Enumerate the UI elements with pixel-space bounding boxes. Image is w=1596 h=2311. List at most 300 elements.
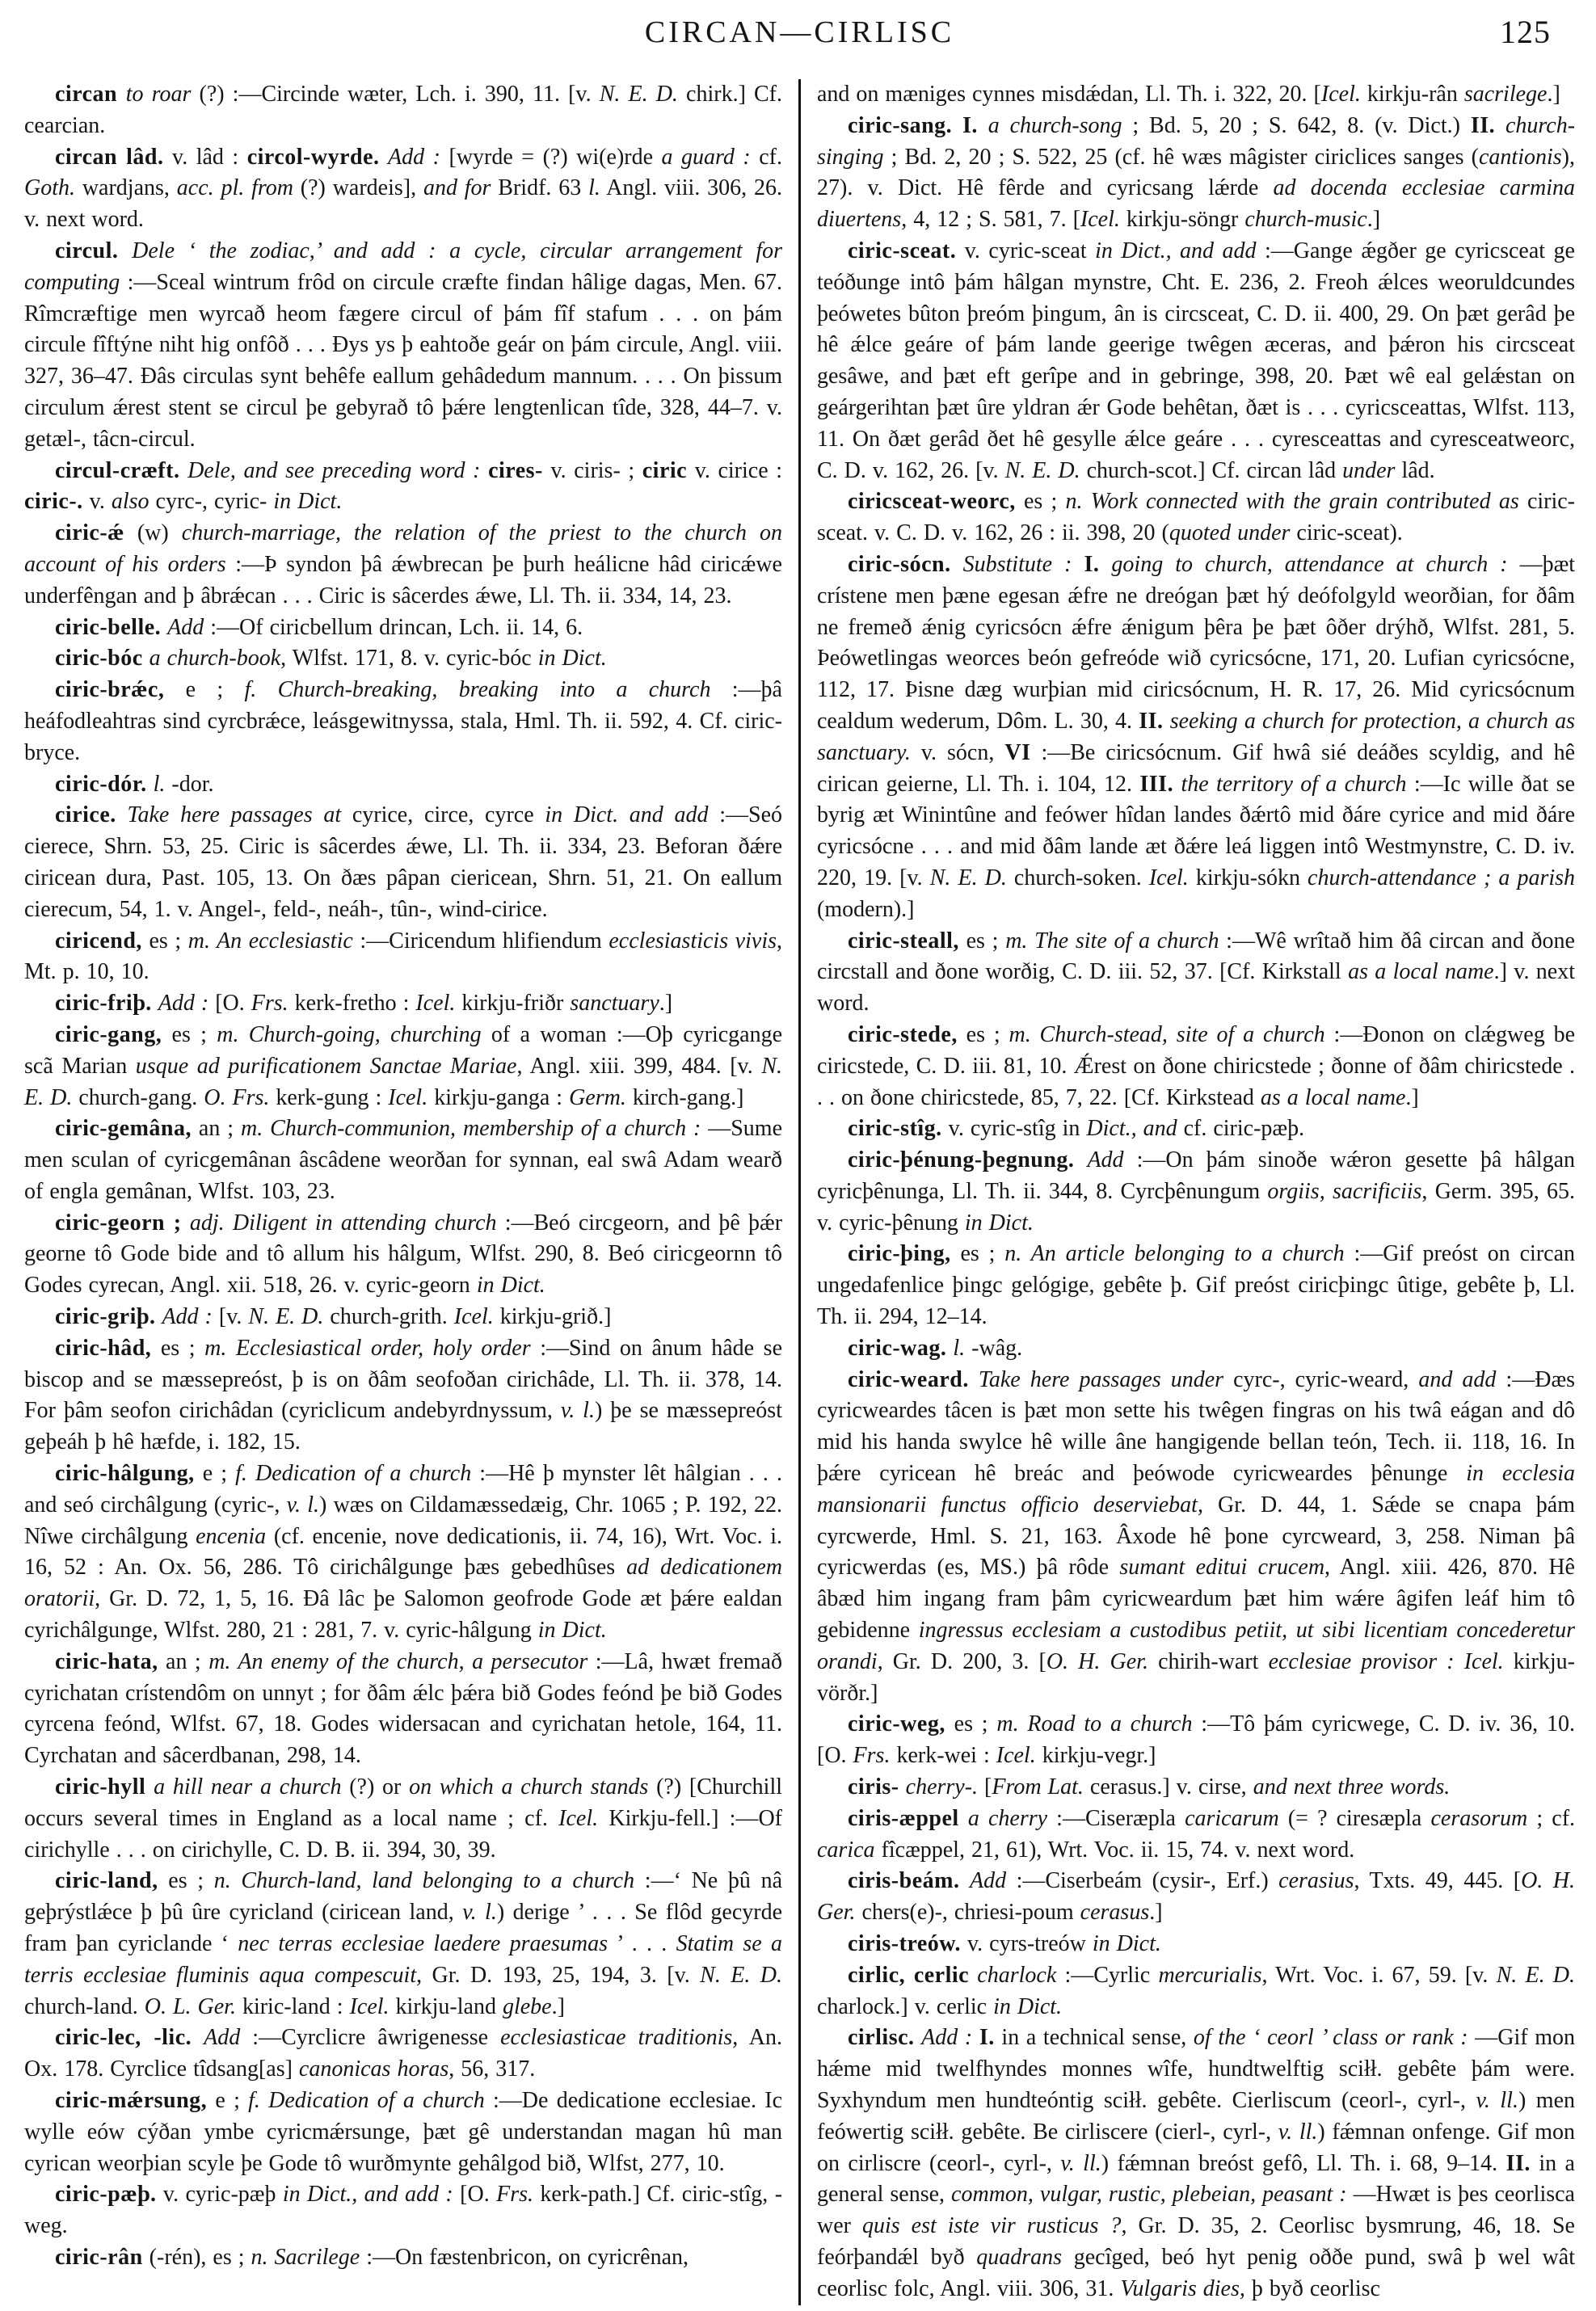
entry-text-segment: cf. ciric-pæþ.	[1177, 1116, 1305, 1142]
entry-text-segment: .]	[1149, 1900, 1163, 1926]
entry-text-segment: .]	[1547, 82, 1560, 107]
entry-text-segment: sumant editui crucem	[1119, 1555, 1325, 1581]
entry-headword: I.	[962, 112, 978, 138]
entry-text-segment: cyrice, circe, cyrce	[341, 802, 545, 828]
entry-text-segment: cerasius	[1278, 1868, 1354, 1894]
entry-headword: I.	[1084, 551, 1100, 577]
entry-text-segment: and on mæniges cynnes misdǽdan, Ll. Th. i. 322, 20. [	[817, 82, 1321, 107]
entry-text-segment	[161, 615, 167, 640]
entry-headword: II.	[1470, 112, 1496, 138]
entry-headword: ciric-mǽrsung,	[55, 2088, 208, 2113]
entry-text-segment: Add :	[921, 2025, 973, 2051]
entry-text-segment: n. Work connected with the grain contributed as	[1065, 489, 1519, 515]
entry-text-segment	[480, 458, 488, 483]
entry-text-segment: usque ad purificationem Sanctae Mariae	[135, 1053, 517, 1079]
entry-headword: ciric-bóc	[55, 646, 143, 671]
entry-text-segment: and add	[1418, 1366, 1497, 1392]
entry-text-segment: ) wæs on Cildamæssedæig, Chr. 1065 ; P. 192, 22. Nîwe circhâlgung	[24, 1492, 782, 1549]
entry-ciric-sceat	[817, 236, 1575, 486]
entry-text-segment: seeking a church for protection, a church as sanctuary.	[817, 708, 1576, 765]
entry-ciric-sang	[817, 111, 1575, 236]
entry-headword: ciric-sócn.	[848, 551, 951, 577]
entry-text-segment: caricarum	[1185, 1805, 1279, 1831]
entry-text-segment: cherry-.	[905, 1774, 979, 1800]
entry-headword: cirlic, cerlic	[848, 1962, 970, 1988]
entry-headword: ciricend,	[55, 928, 142, 953]
entry-text-segment: .]	[1405, 1084, 1419, 1110]
entry-text-segment: es ;	[957, 1021, 1009, 1047]
entry-headword: ciric-þing,	[848, 1241, 951, 1267]
entry-headword: ciric-stede,	[848, 1021, 958, 1047]
entry-text-segment: —Gif mon hǽme mid twelfhyndes monnes wîfe, hundtwelftig sciłł. gebête þám were. Syxhyndum men hundteóntig sciłł. gebête. Cierliscum (ceorl-, cyrl-,	[817, 2025, 1576, 2113]
entry-ciric-hata	[24, 1647, 782, 1772]
entry-text-segment: in Dict.	[537, 646, 607, 671]
entry-text-segment: :—Wê wrîtað him ðâ circan and ðone circstall and ðone worðig, C. D. iii. 52, 37. [Cf. Kirkstall	[817, 928, 1575, 985]
entry-ciris-aeppel	[817, 1804, 1575, 1867]
entry-text-segment: (?) wardeis],	[293, 175, 423, 201]
entry-text-segment	[118, 238, 132, 263]
entry-text-segment	[969, 1963, 977, 1988]
entry-text-segment: :—Gif preóst on circan ungedafenlice þingc gelógige, gebête þ. Gif preóst ciricþingc ûtige, gebête þ, Ll. Th. ii. 294, 12–14.	[817, 1241, 1576, 1330]
entry-text-segment	[1074, 1147, 1087, 1172]
entry-text-segment: ) men feówertig sciłł. gebête. Be cirliscere (cierl-, cyrl-,	[817, 2088, 1575, 2145]
entry-headword: ciris-beám.	[848, 1868, 960, 1894]
entry-text-segment: [wyrde = (?) wi(e)rde	[440, 144, 662, 170]
entry-text-segment: quoted under	[1169, 520, 1291, 546]
entry-text-segment: Frs.	[251, 991, 288, 1017]
entry-text-segment	[1164, 709, 1170, 734]
entry-text-segment: in Dict. and add	[545, 802, 709, 828]
entry-text-segment: —Sume men sculan of cyricgemânan âscâdene weorðan for synnan, eal swâ Adam wearð of engla gemânan, Wlfst. 103, 23.	[24, 1116, 783, 1204]
entry-ciric-thenung	[817, 1145, 1575, 1239]
entry-text-segment: , Angl. xiii. 399, 484. [v.	[516, 1053, 762, 1079]
entry-text-segment: [O.	[208, 991, 251, 1017]
entry-ciric-halgung	[24, 1459, 782, 1647]
entry-text-segment: (= ? ciresæpla	[1278, 1805, 1431, 1831]
entry-text-segment: l.	[953, 1335, 966, 1361]
entry-text-segment: Icel.	[415, 991, 456, 1017]
entry-text-segment: m. Church-going, churching	[217, 1021, 482, 1047]
entry-text-segment: -wâg.	[965, 1335, 1023, 1361]
entry-text-segment: kirkju-söngr	[1119, 207, 1245, 233]
entry-headword: ciric-steall,	[848, 928, 959, 953]
entry-text-segment: a hill near a church	[154, 1774, 342, 1800]
entry-text-segment: .]	[551, 1993, 565, 2019]
entry-text-segment: :—Ciseræpla	[1047, 1805, 1185, 1831]
entry-headword: ciric-stîg.	[848, 1116, 942, 1142]
entry-text-segment: f. Dedication of a church	[248, 2088, 485, 2113]
entry-text-segment: n. An article belonging to a church	[1004, 1241, 1345, 1267]
entry-text-segment: ingressus ecclesiam a custodibus petiit, ut sibi licentiam concederetur orandi	[817, 1618, 1575, 1674]
entry-headword: ciric-sceat.	[848, 238, 957, 263]
entry-text-segment: church-land.	[24, 1993, 145, 2019]
entry-headword: ciric-.	[24, 489, 83, 515]
entry-text-segment: (?) :—Circinde wæter, Lch. i. 390, 11. [v.	[199, 82, 600, 107]
entry-text-segment: ciric-sceat).	[1290, 520, 1403, 546]
entry-text-segment: charlock.] v. cerlic	[817, 1993, 994, 2019]
entry-text-segment: es ;	[162, 1021, 217, 1047]
entry-text-segment: :—On fæstenbricon, on cyricrênan,	[360, 2244, 689, 2270]
entry-ciric-belle	[24, 612, 782, 644]
entry-text-segment: :—Of ciricbellum drincan, Lch. ii. 14, 6.	[204, 614, 583, 640]
entry-text-segment: a guard :	[661, 144, 751, 170]
entry-ciric-had	[24, 1333, 782, 1459]
entry-headword: circan	[55, 82, 126, 107]
entry-text-segment: , Gr. D. 72, 1, 5, 16. Ðâ lâc þe Salomon geofrode Gode æt þǽre ealdan cyrichâlgunge, Wlfst. 280, 21 : 281, 7. v. cyric-hâlgung	[24, 1586, 782, 1644]
entry-text-segment: fîcæppel, 21, 61), Wrt. Voc. ii. 15, 74. v. next word.	[874, 1837, 1355, 1863]
entry-headword: cirice.	[55, 802, 116, 828]
entry-text-segment: —Hwæt is þes ceorlisca wer	[817, 2182, 1575, 2239]
entry-text-segment: cf.	[750, 144, 782, 170]
entry-ciric-frith	[24, 988, 782, 1020]
entry-text-segment: N. E. D.	[929, 865, 1007, 890]
entry-text-segment: in Dict., and add	[1095, 238, 1257, 263]
entry-text-segment: v. sócn,	[910, 739, 1005, 765]
entry-ciric-ran-cont	[817, 79, 1575, 111]
entry-text-segment: church-attendance ; a parish	[1308, 865, 1576, 890]
entry-headword: circol-wyrde.	[246, 144, 380, 170]
entry-text-segment: church-marriage, the relation of the priest to the church on account of his orders	[24, 520, 782, 577]
entry-text-segment	[152, 991, 158, 1016]
entry-text-segment: es ;	[958, 928, 1006, 953]
entry-text-segment	[1072, 552, 1084, 577]
entry-text-segment: the territory of a church	[1181, 771, 1407, 797]
entry-text-segment: to roar	[125, 82, 200, 107]
entry-text-segment: of the ‘ ceorl ’ class or rank :	[1193, 2025, 1468, 2051]
entry-text-segment: (modern).]	[817, 896, 915, 922]
entry-text-segment: f. Dedication of a church	[235, 1461, 472, 1487]
entry-headword: ciric-weard.	[848, 1366, 969, 1392]
entry-text-segment: e ;	[164, 677, 245, 703]
entry-text-segment: :—Ðæs cyricweardes tâcen is þæt mon sette his twêgen fingras on his twâ eágan and dô mid his handa swylce hê wille âne hangigende bellan teón, Tech. ii. 118, 16. In þǽre cyricean hê breác and þeówode cyricweardes þênunge	[817, 1366, 1576, 1487]
entry-headword: ciric-land,	[55, 1868, 158, 1894]
entry-text-segment: m. Church-communion, membership of a church :	[240, 1116, 701, 1142]
entry-text-segment: :—Ðonon on clǽgweg be ciricstede, C. D. iii. 81, 10. Ǽrest on ðone chiricstede ; ðonne of ðâm chiricstede . . . on ðone chiricstede, 85, 7, 22. [Cf. Kirkstead	[817, 1021, 1576, 1110]
entry-ciric-wag	[817, 1333, 1575, 1365]
entry-text-segment: :—De dedicatione ecclesiae. Ic wylle eów cýðan ymbe cyricmǽrsunge, þæt gê understandan magan hû man cyrican weorþian scyle þe Gode tô wurðmynte gehâlgod bið, Wlfst, 277, 10.	[24, 2088, 782, 2176]
entry-text-segment: [O.	[453, 2182, 497, 2208]
entry-headword: circan lâd.	[55, 144, 164, 170]
entry-text-segment	[959, 1806, 968, 1831]
entry-text-segment: N. E. D.	[1004, 457, 1080, 483]
entry-text-segment: :—Þ syndon þâ ǽwbrecan þe þurh heálicne hâd ciricǽwe underfêngan and þ âbrǽcan . . . Ciric is sâcerdes ǽwe, Ll. Th. ii. 334, 14, 23.	[24, 551, 782, 608]
entry-text-segment: church-soken.	[1006, 865, 1149, 890]
entry-text-segment: Add :	[158, 991, 209, 1017]
entry-text-segment: Add	[969, 1868, 1007, 1894]
entry-text-segment: ciric-sceat. v. C. D. v. 162, 26 : ii. 398, 20 (	[817, 489, 1575, 546]
entry-text-segment: Germ.	[569, 1084, 626, 1110]
entry-text-segment: N. E. D.	[24, 1053, 782, 1110]
entry-text-segment: of a woman :—Oþ cyricgange scã Marian	[24, 1021, 783, 1079]
entry-text-segment: n. Church-land, land belonging to a church	[213, 1868, 635, 1894]
entry-text-segment: :—Ciricendum hlifiendum	[352, 928, 609, 953]
entry-headword: circul-cræft.	[55, 457, 180, 483]
entry-text-segment: ecclesiae provisor :	[1268, 1648, 1455, 1674]
entry-text-segment: quis est iste vir rusticus ?	[861, 2213, 1122, 2239]
entry-text-segment: v. cyrs-treów	[960, 1931, 1093, 1957]
entry-text-segment: kirch-gang.]	[625, 1084, 744, 1110]
entry-text-segment: Frs.	[496, 2182, 533, 2208]
entry-text-segment: , An. Ox. 178. Cyrclice tîdsang[as]	[24, 2025, 782, 2082]
entry-text-segment: :—On þám sinoðe wǽron gesette þâ hâlgan cyricþênunga, Ll. Th. ii. 344, 8. Cyrcþênungum	[817, 1147, 1575, 1204]
entry-text-segment: Goth.	[24, 175, 75, 201]
entry-text-segment: N. E. D.	[599, 82, 678, 107]
entry-ciric-georn	[24, 1208, 782, 1302]
entry-ciris-beam	[817, 1866, 1575, 1929]
entry-text-segment: :—Ic wille ðat se byrig æt Winintûne and feówer hîdan landes ðǽrtô mid ðáre cyrice and mid ðáre cyricsócne . . . and mid ðâm lande æt ðǽre leá liggen intô Westmynstre, C. D. iv. 220, 19. [v.	[817, 771, 1576, 890]
entry-text-segment: Add	[1087, 1147, 1124, 1173]
entry-text-segment: , Germ. 395, 65. v. cyric-þênung	[817, 1178, 1575, 1235]
entry-text-segment: in Dict.	[273, 489, 343, 515]
entry-ciricsceat-weorc	[817, 486, 1575, 549]
entry-headword: VI	[1004, 739, 1031, 765]
entry-text-segment: v. l.	[560, 1398, 595, 1424]
entry-headword: ciric-hata,	[55, 1648, 158, 1674]
entry-text-segment: f. Church-breaking, breaking into a church	[244, 677, 711, 703]
entry-text-segment: gecîged, beó hyt penig oððe pund, swâ þ wel wât ceorlisc folc, Angl. viii. 306, 31.	[817, 2244, 1575, 2301]
entry-text-segment: ) þe se mæssepreóst geþeáh þ hê hæfde, i. 182, 15.	[24, 1398, 782, 1455]
entry-text-segment: ecclesiasticis vivis	[609, 928, 777, 953]
entry-ciric-grith	[24, 1302, 782, 1333]
entry-text-segment: Icel.	[453, 1304, 494, 1330]
entry-text-segment: v. lâd :	[163, 144, 247, 170]
entry-text-segment: in Dict.	[476, 1273, 545, 1299]
entry-text-segment: cyrc-, cyric-weard,	[1223, 1366, 1419, 1392]
entry-headword: ciric-brǽc,	[55, 677, 165, 703]
entry-text-segment: :—Lâ, hwæt fremað cyrichatan crístendôm on unnyt ; for ðâm ǽlc þǽra bið Godes feónd þe bið Godes cyrcena feónd, Wlfst. 67, 18. Godes widersacan and cyrichatan hetole, 164, 11. Cyrchatan and sâcerdbanan, 298, 14.	[24, 1648, 782, 1769]
entry-text-segment: chirk.] Cf. cearcian.	[24, 82, 783, 138]
entry-text-segment: under	[1342, 457, 1396, 483]
entry-text-segment: Vulgaris dies,	[1120, 2275, 1245, 2301]
entry-text-segment: cerasus	[1080, 1900, 1150, 1926]
entry-text-segment: , Gr. D. 193, 25, 194, 3. [v.	[416, 1962, 701, 1988]
entry-circan	[24, 79, 782, 142]
entry-headword: ciric-gang,	[55, 1021, 162, 1047]
entry-text-segment: :—Tô þám cyricwege, C. D. iv. 36, 10. [O.	[817, 1711, 1576, 1769]
entry-text-segment: Add	[167, 614, 204, 640]
entry-text-segment: Icel.	[349, 1993, 390, 2019]
entry-text-segment: Icel.	[996, 1743, 1036, 1769]
entry-text-segment: kirkju-rân	[1360, 82, 1464, 107]
entry-text-segment: ’ . . .	[607, 1931, 676, 1957]
entry-text-segment: kerk-path.] Cf. ciric-stîg, -weg.	[24, 2182, 783, 2239]
entry-headword: ciric-lec, -lic.	[55, 2025, 192, 2051]
entry-text-segment: O. Frs.	[204, 1084, 270, 1110]
entry-text-segment: m. Road to a church	[996, 1711, 1193, 1737]
entry-text-segment: m. An enemy of the church, a persecutor	[208, 1648, 588, 1674]
entry-cirlic	[817, 1960, 1575, 2023]
entry-text-segment: a cherry	[967, 1805, 1048, 1831]
entry-text-segment	[969, 1367, 979, 1392]
entry-text-segment: Icel.	[558, 1805, 599, 1831]
entry-text-segment: —þæt crístene men þæne egesan ǽfre ne dreógan þæt hý deófolgyld weorðian, for ðâm ne fremeð ǽnig cyricsócn ǽfre ǽnigum þêra þe þæt ôðer drýhð, Wlfst. 281, 5. Þeówetlingas weorces beón gefreóde wið cyricsócne, 171, 20. Lufian cyricsócne, 112, 17. Þisne dæg wurþian mid ciricsócnum, H. R. 17, 26. Mid cyricsócnum cealdum wederum, Dôm. L. 30, 4.	[817, 551, 1576, 734]
entry-text-segment: orgiis, sacrificiis	[1267, 1178, 1422, 1204]
entry-text-segment: cantionis	[1479, 144, 1562, 170]
entry-text-segment: Dict., and	[1086, 1116, 1177, 1142]
entry-headword: ciric-rân	[55, 2244, 143, 2270]
entry-text-segment: kerk-wei :	[890, 1743, 996, 1769]
entry-text-segment: Add	[204, 2025, 241, 2051]
entry-text-segment: an ;	[158, 1648, 209, 1674]
entry-text-segment: cyrc-, cyric-	[149, 489, 274, 515]
entry-text-segment	[147, 772, 154, 797]
entry-text-segment	[192, 2025, 204, 2050]
entry-text-segment: N. E. D.	[1496, 1962, 1576, 1988]
entry-text-segment: kiric-land :	[235, 1993, 350, 2019]
entry-text-segment: sanctuary	[570, 991, 659, 1017]
entry-text-segment: and for	[423, 175, 491, 201]
entry-text-segment: l.	[153, 771, 166, 797]
entry-text-segment: Add :	[388, 144, 440, 170]
entry-text-segment: in a technical sense,	[994, 2025, 1194, 2051]
entry-text-segment: ) derige ’ . . . Se flôd gecyrde fram þan cyriclande ‘	[24, 1900, 782, 1957]
entry-text-segment: Icel.	[1463, 1648, 1504, 1674]
entry-text-segment: es ;	[945, 1711, 997, 1737]
entry-headword: ciricsceat-weorc,	[848, 489, 1016, 515]
entry-headword: ciric-hâd,	[55, 1335, 152, 1361]
entry-text-segment: :—Cyrlic	[1056, 1962, 1159, 1988]
entry-text-segment: :—Gange ǽgðer ge cyricsceat ge teóðunge intô þám hâlgan mynstre, Cht. E. 236, 2. Freoh ǽlces weoruldcundes þeówetes bûton þreóm þingum, ân is circsceat, C. D. ii. 400, 29. On þæt gerâd þe hê ǽlce geáre of þám lande geerige twêgen æceras, and þǽron his circsceat gesâwe, and þæt eft gerîpe and in gebringe, 398, 20. Þæt wê eal gelǽstan on geárgerihtan þæt ûre yldran ǽr Gode behêtan, ðæt is . . . cyricsceattas, Wlfst. 113, 11. On ðæt gerâd ðet hê gesylle ǽlce geáre . . . cyresceattas and cyresceatweorc, C. D. v. 162, 26. [v.	[817, 238, 1575, 483]
entry-text-segment: as a local name	[1260, 1084, 1406, 1110]
entry-text-segment: acc. pl. from	[176, 175, 293, 201]
entry-text-segment: , Mt. p. 10, 10.	[24, 928, 782, 985]
entry-text-segment: :—Sceal wintrum frôd on circule cræfte findan hâlige dagas, Men. 67. Rîmcræftige men wyrcað heom fægere circul of þám fîf stafum . . . on þám circule fîftýne niht hig onfôð . . . Ðys ys þ eahtoðe geár on þám circule, Angl. viii. 327, 36–47. Ðâs circulas synt behêfe eallum gehâdedum mannum. . . . On þissum circulum ǽrest stent se circul þe gebyrað tô þǽre lengtenlican tîde, 328, 44–7. v. getæl-, tâcn-circul.	[24, 269, 782, 452]
entry-text-segment: nec terras ecclesiae laedere praesumas	[238, 1931, 608, 1957]
entry-text-segment: in Dict.	[1092, 1931, 1161, 1957]
entry-text-segment: charlock	[977, 1962, 1057, 1988]
entry-text-segment	[116, 802, 128, 827]
entry-text-segment: Statim se a terris ecclesiae fluminis aqua compescuit	[24, 1931, 783, 1988]
entry-text-segment	[179, 458, 187, 483]
entry-text-segment: Add :	[162, 1304, 213, 1330]
page-header	[24, 8, 1575, 68]
entry-text-segment: sacrilege	[1463, 82, 1548, 107]
entry-headword: ciric-belle.	[55, 614, 162, 640]
entry-text-segment: ) fǽmnan breóst gefô, Ll. Th. i. 68, 9–14.	[1101, 2150, 1506, 2176]
entry-text-segment: , Wrt. Voc. i. 67, 59. [v.	[1261, 1962, 1497, 1988]
entry-text-segment: adj. Diligent in attending church	[189, 1210, 497, 1235]
entry-text-segment: (-rén), es ;	[142, 2244, 251, 2270]
entry-text-segment: glebe	[502, 1993, 552, 2019]
entry-headword: II.	[1505, 2150, 1531, 2176]
entry-text-segment: kerk-fretho :	[288, 991, 416, 1017]
entry-text-segment: [	[978, 1774, 992, 1800]
entry-text-segment: O. H. Ger.	[817, 1868, 1575, 1926]
entry-text-segment: church-grith.	[323, 1304, 454, 1330]
entry-ciric-maersung	[24, 2086, 782, 2179]
entry-headword: ciric-friþ.	[55, 991, 152, 1017]
entry-ciric-dor	[24, 769, 782, 801]
entry-headword: III.	[1139, 771, 1174, 797]
entry-text-segment: church-singing	[817, 112, 1576, 170]
entry-text-segment: m. Ecclesiastical order, holy order	[204, 1335, 531, 1361]
entry-text-segment: ad docenda ecclesiae carmina diuertens	[817, 175, 1575, 233]
entry-text-segment: Take here passages under	[978, 1366, 1224, 1392]
entry-text-segment: a church-book	[149, 646, 281, 671]
entry-ciric-thing	[817, 1239, 1575, 1332]
entry-circul	[24, 236, 782, 456]
entry-text-segment: es ;	[141, 928, 188, 953]
entry-text-segment: es ;	[950, 1241, 1005, 1267]
entry-text-segment	[1495, 113, 1505, 138]
entry-cirlisc	[817, 2023, 1575, 2305]
entry-text-segment: and next three words.	[1253, 1774, 1451, 1800]
entry-text-segment: es ;	[1015, 489, 1066, 515]
entry-ciric-steall	[817, 926, 1575, 1020]
entry-text-segment	[1455, 1649, 1464, 1674]
entry-ciris	[817, 1772, 1575, 1804]
entry-text-segment: l.	[588, 175, 600, 201]
entry-text-segment: v. l.	[462, 1900, 497, 1926]
entry-text-segment: v. cyric-pæþ	[156, 2182, 283, 2208]
entry-text-segment: ) fǽmnan onfenge. Gif mon on cirliscre (ceorl-, cyrl-,	[817, 2119, 1575, 2176]
entry-text-segment: kirkju-grið.]	[493, 1304, 612, 1330]
entry-text-segment: , Angl. xiii. 426, 870. Hê âbæd him ingang fram þâm cyricweardum þæt him wǽre âgifen leáf him tô gebidenne	[817, 1555, 1575, 1644]
entry-text-segment: N. E. D.	[248, 1304, 324, 1330]
entry-text-segment	[899, 1774, 906, 1800]
entry-text-segment: (cf. encenie, nove dedicationis, ii. 74, 16), Wrt. Voc. i. 16, 52 : An. Ox. 56, 286. Tô cirichâlgunge þæs gebedhûses	[24, 1523, 782, 1581]
entry-text-segment: N. E. D.	[700, 1962, 782, 1988]
entry-text-segment: Dele, and see preceding word :	[187, 457, 481, 483]
left-column	[24, 79, 798, 2305]
entry-text-segment: þ byð ceorlisc	[1244, 2275, 1380, 2301]
entry-text-segment: n. Sacrilege	[251, 2244, 360, 2270]
entry-text-segment: [v.	[212, 1304, 249, 1330]
entry-text-segment: as a local name	[1348, 959, 1494, 985]
entry-text-segment: v. cirice :	[687, 457, 783, 483]
entry-text-segment: Icel.	[388, 1084, 428, 1110]
entry-text-segment: ad dedicationem oratorii	[24, 1555, 783, 1612]
entry-text-segment: chirih-wart	[1148, 1648, 1269, 1674]
entry-text-segment	[915, 2025, 922, 2050]
entry-text-segment: es ;	[158, 1868, 214, 1894]
entry-ciric-stig	[817, 1113, 1575, 1145]
right-column	[801, 79, 1575, 2305]
entry-ciric-braec	[24, 675, 782, 768]
entry-text-segment: ), 27). v. Dict. Hê fêrde and cyricsang lǽrde	[817, 144, 1575, 201]
entry-text-segment: :—Be ciricsócnum. Gif hwâ sié deáðes scyldig, and hê cirican geierne, Ll. Th. i. 104, 12.	[817, 739, 1575, 797]
entry-headword: ciric-pæþ.	[55, 2182, 157, 2208]
entry-headword: II.	[1139, 708, 1164, 734]
entry-text-segment: Icel.	[1148, 865, 1189, 890]
entry-text-segment: in Dict., and add :	[282, 2182, 453, 2208]
entry-text-segment: O. H. Ger.	[1046, 1648, 1148, 1674]
entry-text-segment: ecclesiasticae traditionis	[500, 2025, 733, 2051]
entry-text-segment: :—Ciserbeám (cysir-, Erf.)	[1006, 1868, 1279, 1894]
entry-text-segment: v. ll.	[1476, 2088, 1518, 2113]
entry-text-segment: also	[111, 489, 149, 515]
entry-text-segment: , Gr. D. 200, 3. [	[877, 1648, 1046, 1674]
entry-text-segment: chers(e)-, chriesi-poum	[855, 1900, 1080, 1926]
entry-text-segment: church-gang.	[72, 1084, 204, 1110]
entry-headword: ciric	[642, 457, 688, 483]
entry-text-segment: v. cyric-sceat	[956, 238, 1096, 263]
entry-text-segment: :—Seó cierece, Shrn. 53, 25. Ciric is sâcerdes ǽwe, Ll. Th. ii. 334, 23. Beforan ðǽre ciricean dura, Past. 105, 13. On ðæs pâpan ciericean, Shrn. 51, 21. On eallum cierecum, 54, 1. v. Angel-, feld-, neáh-, tûn-, wind-cirice.	[24, 802, 783, 922]
entry-text-segment: e ;	[194, 1461, 236, 1487]
entry-text-segment: m. An ecclesiastic	[187, 928, 353, 953]
entry-text-segment: , Gr. D. 35, 2. Ceorlisc bysmrung, 46, 18. Se feórþandǽl byð	[817, 2213, 1575, 2270]
entry-text-segment: es ;	[151, 1335, 205, 1361]
entry-ciric-weg	[817, 1709, 1575, 1772]
entry-text-segment: :—Hê þ mynster lêt hâlgian . . . and seó circhâlgung (cyric-,	[24, 1461, 782, 1518]
entry-text-segment: in Dict.	[964, 1210, 1034, 1235]
entry-text-segment: From Lat.	[992, 1774, 1084, 1800]
entry-text-segment: cerasorum	[1430, 1805, 1528, 1831]
entry-headword: cires-	[488, 457, 543, 483]
entry-headword: ciric-hyll	[55, 1774, 146, 1800]
entry-text-segment: .]	[1366, 207, 1381, 233]
entry-text-segment: :—Sind on ânum hâde se biscop and se mæssepreóst, þ is on ðâm seofoðan cirichâde, Ll. Th. ii. 378, 14. For þâm seofon cirichâdan (cyriclicum andebyrdnyssum,	[24, 1335, 782, 1424]
